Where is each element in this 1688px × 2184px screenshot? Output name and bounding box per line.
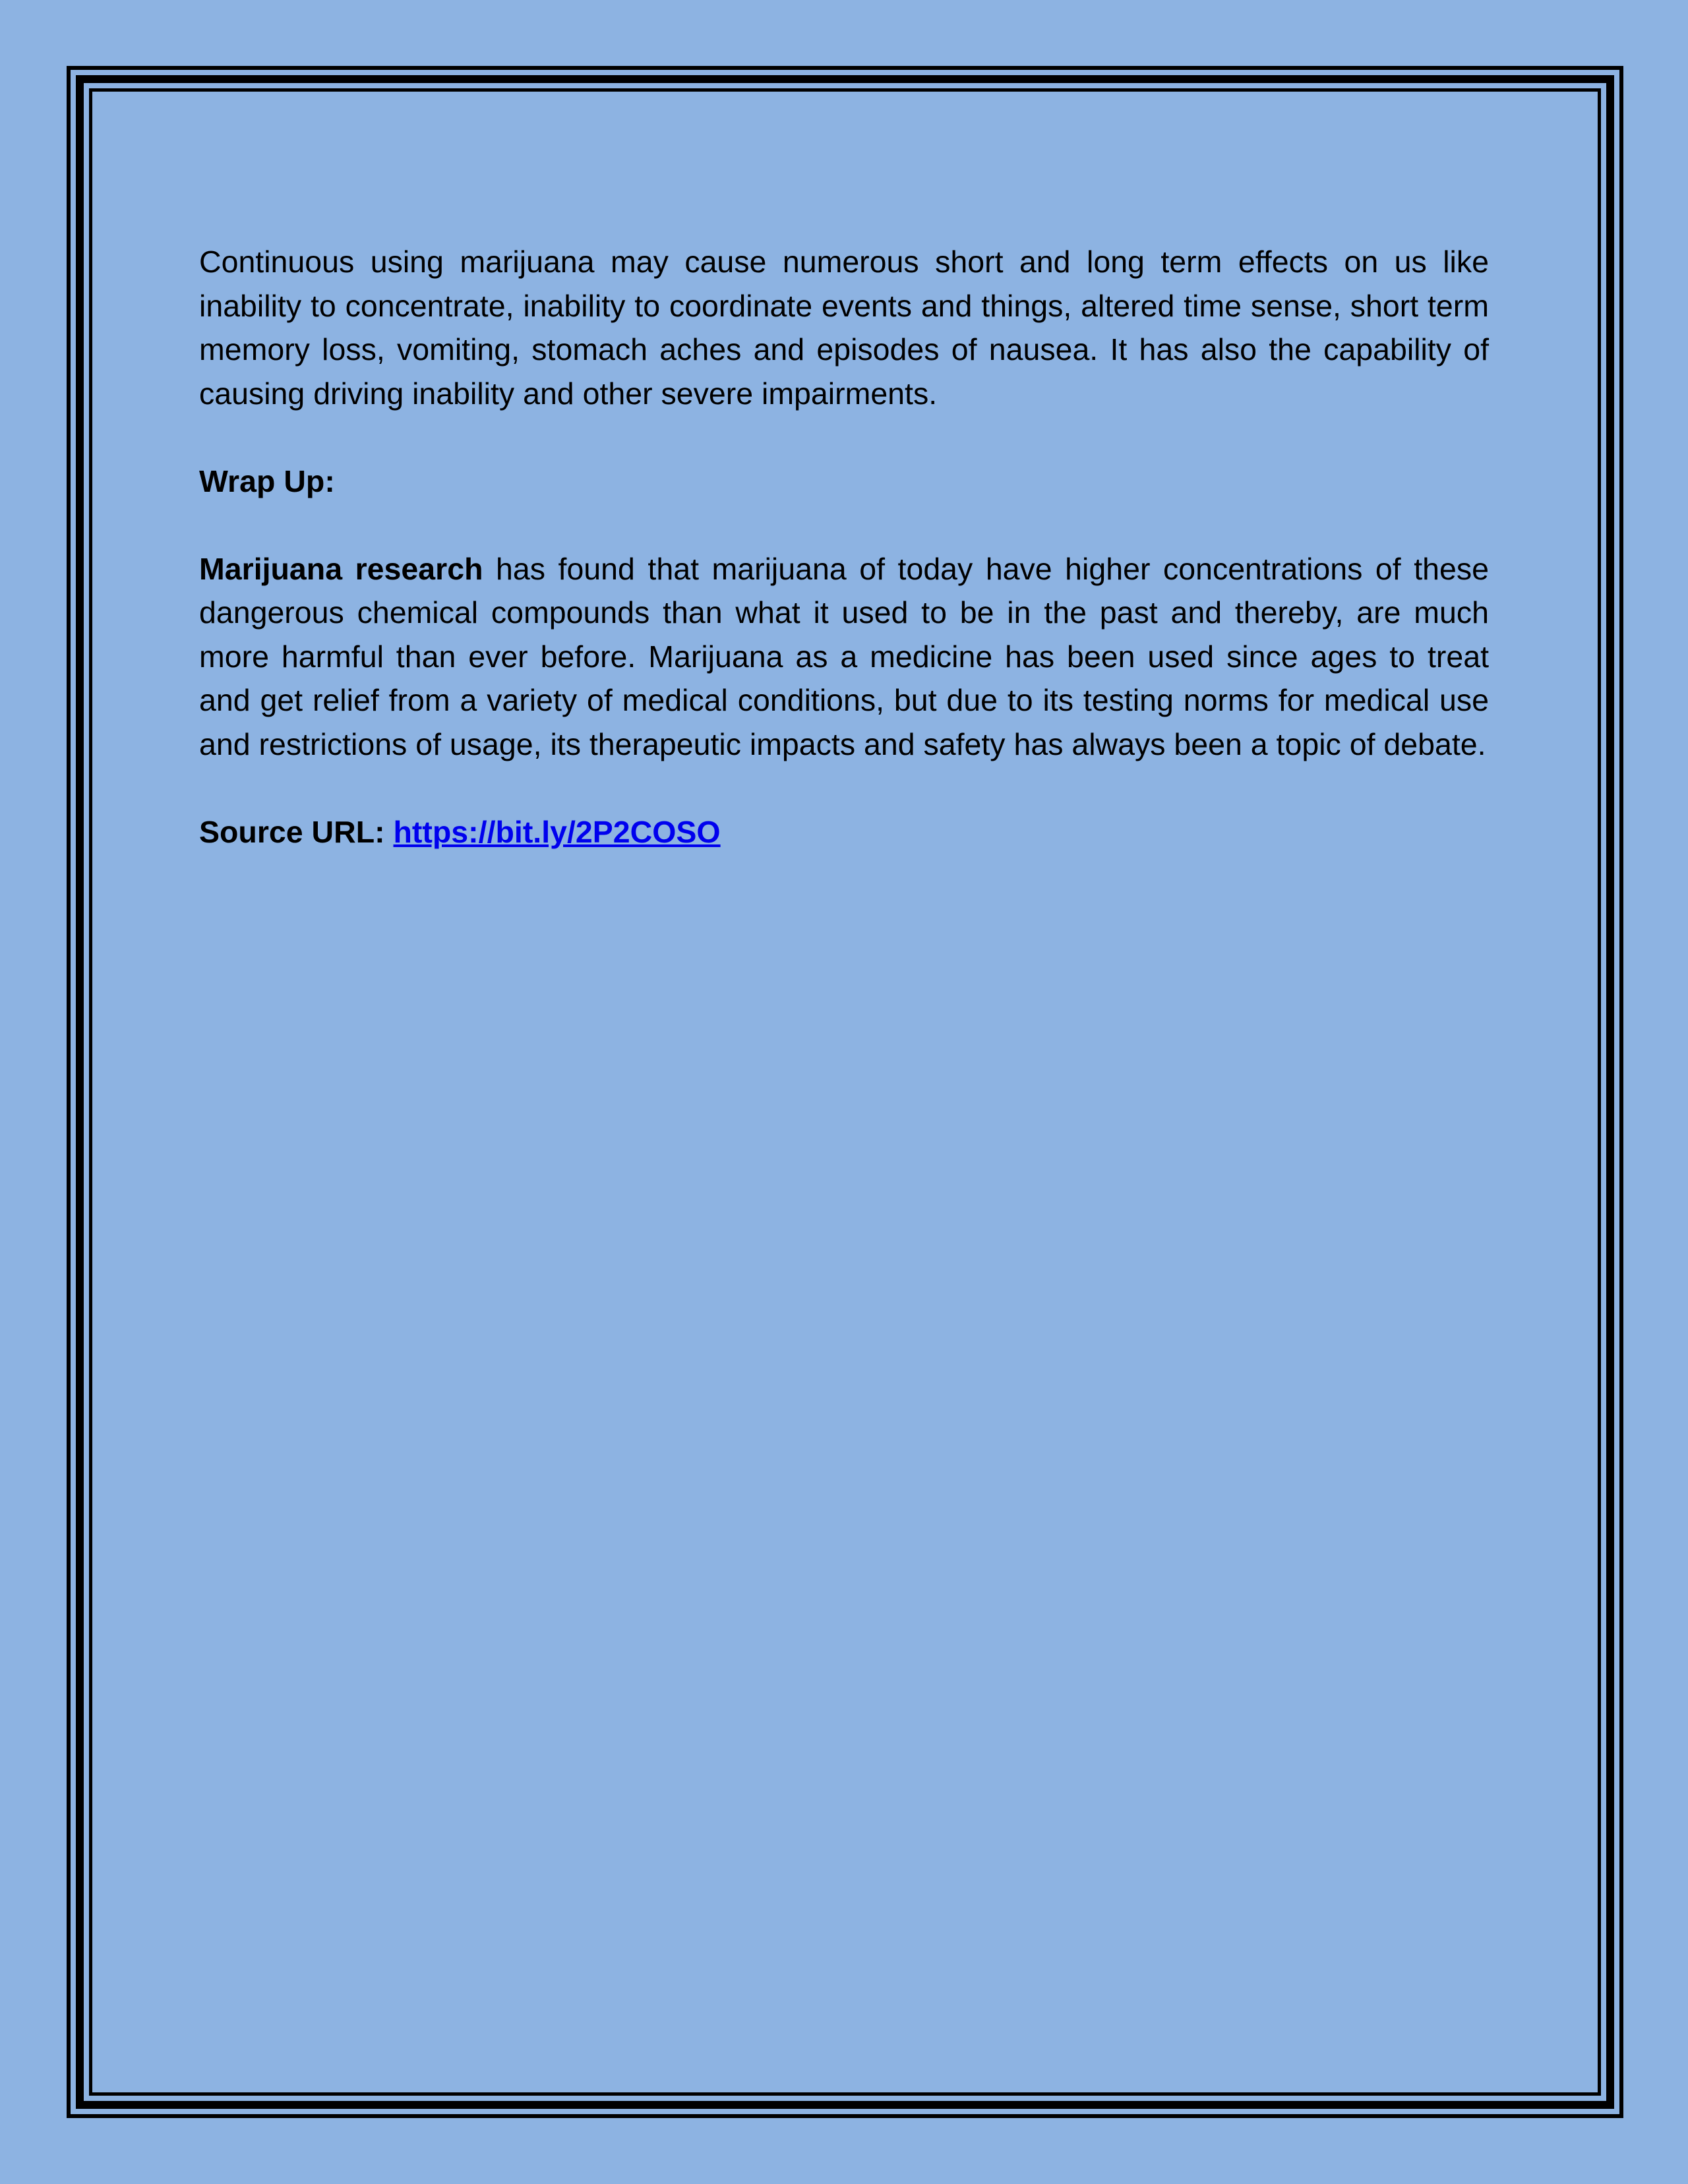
research-lead: Marijuana research (199, 551, 483, 586)
research-paragraph (199, 547, 1489, 767)
effects-paragraph: Continuous using marijuana may cause numerous short and long term effects on us like inability to concentrate, inability to coordinate events and things, altered time sense, short term memory loss, vomiting, stomach aches and episodes of nausea. It has also the capability of causing driving inability and other severe impairments. (199, 245, 1489, 411)
document-body (199, 240, 1489, 898)
source-label: Source URL: (199, 814, 394, 849)
wrap-up-heading: Wrap Up: (199, 463, 335, 498)
source-line (199, 810, 1489, 854)
source-url-link[interactable]: https://bit.ly/2P2COSO (393, 814, 721, 849)
research-body: has found that marijuana of today have higher concentrations of these dangerous chemical compounds than what it used to be in the past and thereby, are much more harmful than ever before. Marijuana as a medicine has been used since ages to treat and get relief from a variety of medical conditions, but due to its testing norms for medical use and restrictions of usage, its therapeutic impacts and safety has always been a topic of debate. (199, 551, 1489, 761)
